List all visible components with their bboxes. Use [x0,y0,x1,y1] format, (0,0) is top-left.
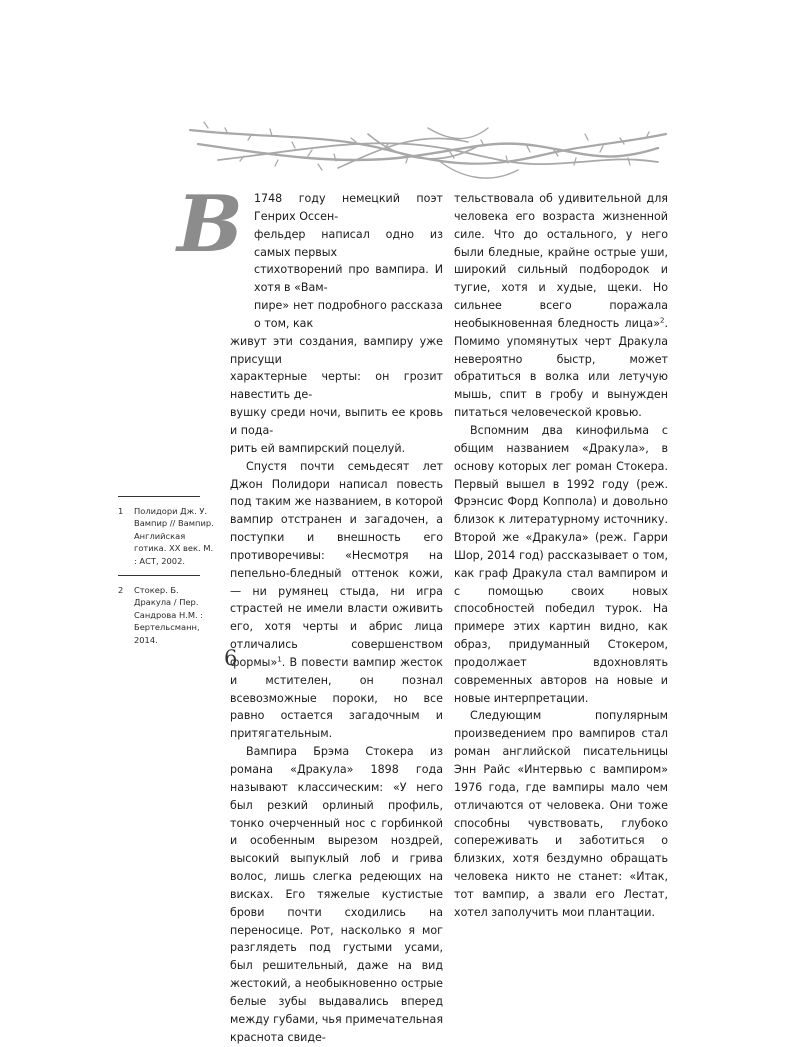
paragraph-3: Вампира Брэма Стокера из романа «Дракула» 1898 года называют классическим: «У него был резкий орлиный профиль, тонко очерченный нос с горбинкой и особенным вырезом ноздрей, высокий выпуклый лоб и грива волос, лишь слегка редеющих на висках. Его тяжелые кустистые брови почти сходились на переносице. Рот, насколько я мог разглядеть под густыми усами, был решительный, даже на вид жестокий, а необыкновенно острые белые зубы выдавались вперед между губами, чья примечательная краснота свиде- [230,745,443,1044]
paragraph-1-line: стихотворений про вампира. И хотя в «Вам- [254,263,443,295]
paragraph-continuation-after: . Помимо упомянутых черт Дракула невероятно быстр, может обратиться в волка или летучую мышь, спит в гробу и вынужден питаться человеческой кровью. [454,316,668,420]
footnote-2 [118,584,218,646]
paragraph-2 [230,458,443,744]
left-column [230,190,443,1047]
footnote-number: 2 [118,585,124,596]
footnote-number: 1 [118,506,124,516]
paragraph-films: Вспомним два кинофильма с общим названием «Дракула», в основу которых лег роман Стокера. Первый вышел в 1992 году (реж. Фрэнсис Форд Коппола) и довольно близок к литературному источнику. Второй же «Дракула» (реж. Гарри Шор, 2014 год) рассказывает о том, как граф Дракула стал вампиром и с помощью своих новых способностей победил турок. На примере этих картин видно, как образ, придуманный Стокером, продолжает вдохновлять современных авторов на новые и новые интерпретации. [454,423,668,705]
paragraph-1-line: 1748 году немецкий поэт Генрих Оссен- [254,192,443,223]
footnote-divider [118,496,200,497]
paragraph-1-line: пире» нет подробного рассказа о том, как [254,299,443,330]
footnotes [118,496,218,654]
page-number: 6 [224,646,238,670]
paragraph-1-line: фельдер написал одно из самых первых [254,227,443,259]
paragraph-continuation [454,190,668,422]
paragraph-1-line: рить ей вампирский поцелуй. [230,441,406,455]
footnote-ref-2[interactable]: 2 [660,316,665,325]
thorn-ornament [188,120,668,192]
paragraph-continuation-text: тельствовала об удивительной для человека его возраста жизненной силе. Что до остального, у него были бледные, крайне острые уши, широкий сильный подбородок и тугие, хотя и худые, щеки. Но сильнее всего поражала необыкновенная бледность лица» [454,192,668,330]
paragraph-rice: Следующим популярным произведением про вампиров стал роман английской писательницы Энн Райс «Интервью с вампиром» 1976 года, где вампиры мало чем отличаются от человека. Они тоже способны чувствовать, глубоко сопереживать и заботиться о близких, хотя бездумно обращать человека никто не станет: «Итак, тот вампир, а звали его Лестат, хотел заполучить мои плантации. [454,709,668,919]
footnote-text: Стокер. Б. Дракула / Пер. Сандрова Н.М. : Бертельсманн, 2014. [134,585,204,645]
paragraph-1-line: вушку среди ночи, выпить ее кровь и пода- [230,406,443,437]
paragraph-1-line: живут эти создания, вампиру уже присущи [230,334,443,366]
footnote-ref-1[interactable]: 1 [277,655,282,664]
paragraph-2-text: Спустя почти семьдесят лет Джон Полидори написал повесть под таким же названием, в которой вампир отстранен и загадочен, а поступки и внешность его противоречивы: «Несмотря на пепельно-бледный оттенок кожи, — ни румянец стыда, ни игра страстей не имели власти оживить его, хотя черты и абрис лица отличались совершенством формы» [230,459,443,669]
drop-cap: В [177,179,243,270]
footnote-divider [118,575,200,576]
footnote-text: Полидори Дж. У. Вампир // Вампир. Английская готика. XX век. М. : АСТ, 2002. [134,506,214,566]
footnote-1 [118,505,218,567]
paragraph-2-after: . В повести вампир жесток и мстителен, он познал всевозможные пороки, но все равно остается загадочным и притягательным. [230,655,443,741]
right-column [454,190,668,922]
paragraph-1-line: характерные черты: он грозит навестить де- [230,370,443,402]
